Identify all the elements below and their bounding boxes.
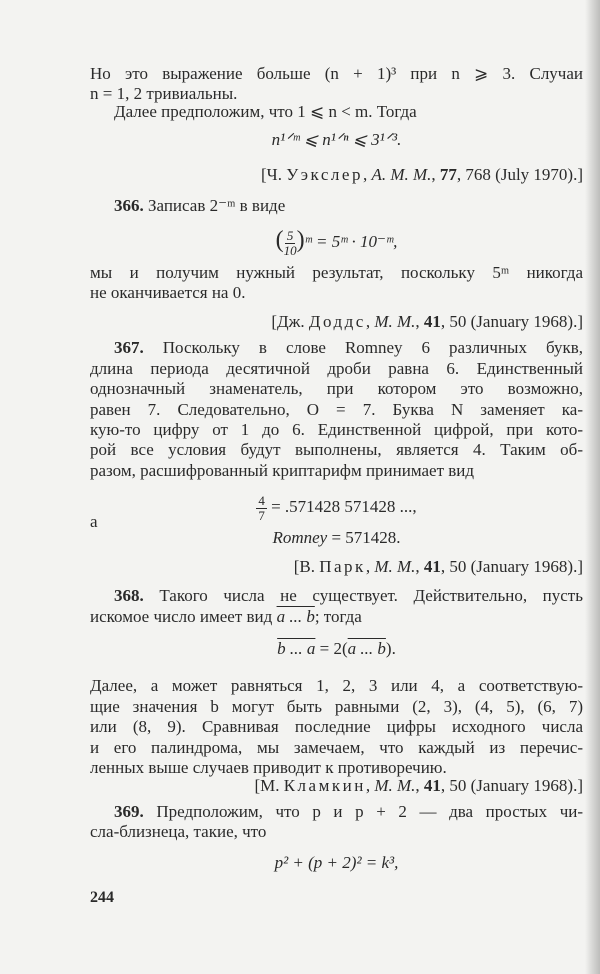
text: ; тогда: [314, 607, 362, 626]
text: Записав 2⁻ᵐ в виде: [148, 196, 286, 215]
formula: [90, 528, 583, 548]
problem-367-line: [114, 338, 583, 358]
text-line: рой все условия будут выполнены, является 4. Таким об-: [90, 440, 583, 459]
citation-sep: ,: [365, 557, 375, 576]
text: искомое число имеет вид: [90, 607, 277, 626]
formula: ( $\frac{5}{10}$ )ᵐ = 5ᵐ · 10⁻ᵐ,: [275, 227, 398, 258]
problem-number: 369.: [114, 802, 144, 821]
citation-open: [Дж.: [271, 312, 309, 331]
citation-author: Парк: [319, 557, 366, 576]
text: Поскольку в слове Romney 6 различных букв,: [162, 338, 583, 357]
citation-rest: , 768 (July 1970).]: [456, 165, 583, 184]
problem-number: 367.: [114, 338, 144, 357]
text-line: [90, 607, 583, 627]
text: Предположим, что p и p + 2 — два простых чи-: [156, 802, 584, 821]
citation-journal: A. M. M.: [371, 165, 432, 184]
text-line: разом, расшифрованный криптарифм принимает вид: [90, 461, 475, 480]
problem-number: 366.: [114, 196, 144, 215]
citation-author: Уэкслер: [286, 165, 363, 184]
citation-rest: , 50 (January 1968).]: [440, 312, 583, 331]
overlined-number: b ... a: [277, 639, 316, 658]
formula: n¹ᐟᵐ ⩽ n¹ᐟⁿ ⩽ 3¹ᐟ³.: [271, 130, 402, 149]
citation-volume: 41: [423, 312, 441, 331]
citation-journal: M. M.: [374, 557, 416, 576]
text-line: n = 1, 2 тривиальны.: [90, 84, 238, 103]
citation-sep: ,: [365, 312, 375, 331]
text-line: Далее предположим, что 1 ⩽ n < m. Тогда: [114, 102, 417, 121]
formula-word: Romney: [272, 528, 328, 547]
text-line: однозначный знаменатель, при котором это возможно,: [90, 379, 583, 398]
overlined-number: a ... b: [347, 639, 386, 658]
text-line: а: [90, 512, 98, 531]
citation-author: Доддс: [308, 312, 366, 331]
problem-366-line: [114, 196, 583, 216]
citation-volume: 41: [423, 557, 441, 576]
citation-sep: ,: [431, 165, 440, 184]
citation: [90, 165, 583, 185]
text-line: и его палиндрома, мы замечаем, что каждый из перечис-: [90, 738, 583, 757]
citation-open: [М.: [254, 776, 284, 795]
text-line: Далее, a может равняться 1, 2, 3 или 4, а соответствую-: [90, 676, 583, 695]
problem-number: 368.: [114, 586, 144, 605]
formula-rest: ᵐ = 5ᵐ · 10⁻ᵐ,: [304, 232, 398, 251]
problem-369-line: [114, 802, 583, 822]
citation-sep: ,: [415, 312, 424, 331]
text-line: длина периода десятичной дроби равна 6. Единственный: [90, 359, 583, 378]
text: Такого числа не существует. Действительно, пусть: [159, 586, 583, 605]
citation-volume: 77: [439, 165, 457, 184]
problem-368-line: [114, 586, 583, 606]
text-line: щие значения b могут быть равными (2, 3), (4, 5), (6, 7): [90, 697, 583, 716]
formula-rest: = .571428 571428 ...,: [271, 497, 417, 516]
citation-open: [В.: [293, 557, 320, 576]
numerator: 4: [258, 492, 265, 508]
citation-sep: ,: [415, 776, 424, 795]
citation-journal: M. M.: [374, 776, 416, 795]
overlined-number: a ... b: [276, 607, 315, 626]
text-line: сла-близнеца, такие, что: [90, 822, 267, 841]
citation: [90, 557, 583, 577]
fraction: [284, 229, 297, 258]
text-line: не оканчивается на 0.: [90, 283, 246, 302]
text-line: или (8, 9). Сравнивая последние цифры исходного числа: [90, 717, 583, 736]
citation-journal: M. M.: [374, 312, 416, 331]
denominator: 7: [258, 507, 265, 523]
text-line: равен 7. Следовательно, O = 7. Буква N заменяет ка-: [90, 400, 583, 419]
citation-rest: , 50 (January 1968).]: [440, 776, 583, 795]
citation: [90, 312, 583, 332]
citation-rest: , 50 (January 1968).]: [440, 557, 583, 576]
citation-sep: ,: [362, 165, 372, 184]
formula-rest: = 571428.: [327, 528, 401, 547]
formula-part: = 2(: [315, 639, 348, 658]
citation-author: Кламкин: [283, 776, 366, 795]
page-number: 244: [90, 889, 114, 906]
citation-volume: 41: [423, 776, 441, 795]
citation-open: [Ч.: [260, 165, 287, 184]
numerator: 5: [286, 227, 294, 243]
denominator: 10: [283, 242, 297, 258]
formula-part: ).: [385, 639, 396, 658]
text-line: мы и получим нужный результат, поскольку 5ᵐ никогда: [90, 263, 583, 282]
text-line: ленных выше случаев приводит к противоречию.: [90, 758, 447, 777]
citation-sep: ,: [365, 776, 375, 795]
formula: [90, 639, 583, 659]
citation-sep: ,: [415, 557, 424, 576]
formula: p² + (p + 2)² = k³,: [274, 853, 399, 872]
text-line: кую-то цифру от 1 до 6. Единственной цифрой, при кото-: [90, 420, 583, 439]
citation: [90, 776, 583, 796]
text-line: Но это выражение больше (n + 1)³ при n ⩾ 3. Случаи: [90, 64, 583, 83]
